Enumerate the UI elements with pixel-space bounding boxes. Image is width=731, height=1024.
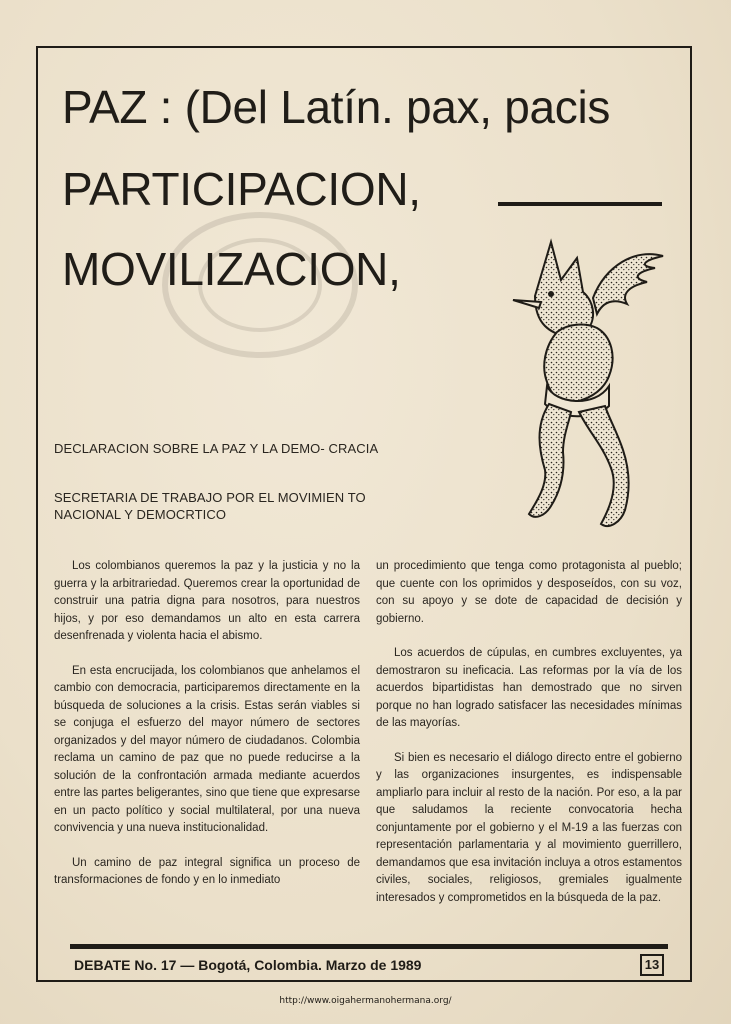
headline-line1-container xyxy=(62,80,702,140)
article-paragraph: Un camino de paz integral significa un proceso de transformaciones de fondo y en lo inmediato xyxy=(54,856,360,886)
headline-line1: PAZ : (Del Latín. pax, pacis xyxy=(62,81,611,133)
headline-line3: MOVILIZACION, xyxy=(62,243,401,295)
article-column-right xyxy=(376,558,682,924)
article-paragraph: En esta encrucijada, los colombianos que anhelamos el cambio con democracia, participaremos directamente en la búsqueda de soluciones a la crisis. Estas serán viables si se conjuga el esfuerzo del mayor número de sectores organizados y del mayor número de ciudadanos. Colombia reclama un camino de paz que no puede reducirse a la solución de la confrontación armada mediante acuerdos entre las partes beligerantes, sino que tiene que expresarse en un pacto político y social multilateral, por una nueva convivencia y una nueva institucionalidad. xyxy=(54,664,360,834)
article-column-left xyxy=(54,558,360,907)
article-paragraph: Los colombianos queremos la paz y la justicia y no la guerra y la arbitrariedad. Queremos crear la oportunidad de construir una patria digna para nosotros, para nuestros hijos, y por eso demandamos un alto en esta carrera desenfrenada y violenta hacia el abismo. xyxy=(54,560,360,642)
article-paragraph: Los acuerdos de cúpulas, en cumbres excluyentes, ya demostraron su ineficacia. Las reformas por la vía de los acuerdos bipartidistas han demostrado que no sirven porque no han logrado satisfacer las necesidades mínimas de las mayorías. xyxy=(376,647,682,729)
page-number-box: 13 xyxy=(640,954,664,976)
article-paragraph: Si bien es necesario el diálogo directo entre el gobierno y las organizaciones insurgentes, es indispensable ampliarlo para incluir al resto de la nación. Por eso, a la par que saludamos la reciente convocatoria hecha conjuntamente por el gobierno y el M-19 a las fuerzas con representación parlamentaria y al movimiento guerrillero, demandamos que esa invitación incluya a otros estamentos civiles, sociales, religiosos, gremiales igualmente interesados y comprometidos en la búsqueda de la paz. xyxy=(376,751,682,904)
subhead-declaracion: DECLARACION SOBRE LA PAZ Y LA DEMO- CRACIA xyxy=(54,441,379,456)
headline-line2: PARTICIPACION, xyxy=(62,163,421,215)
subhead-secretaria: SECRETARIA DE TRABAJO POR EL MOVIMIEN TO NACIONAL Y DEMOCRTICO xyxy=(54,490,366,522)
source-url-link[interactable]: http://www.oigahermanohermana.org/ xyxy=(279,996,452,1006)
article-paragraph: un procedimiento que tenga como protagonista al pueblo; que cuente con los oprimidos y desposeídos, con su voz, con su apoyo y se dote de capacidad de decisión y gobierno. xyxy=(376,560,682,625)
devil-figure-illustration xyxy=(505,236,670,536)
footer-rule xyxy=(70,944,668,949)
blank-rule xyxy=(498,202,662,206)
footer-publication: DEBATE No. 17 — Bogotá, Colombia. Marzo de 1989 xyxy=(74,957,422,973)
